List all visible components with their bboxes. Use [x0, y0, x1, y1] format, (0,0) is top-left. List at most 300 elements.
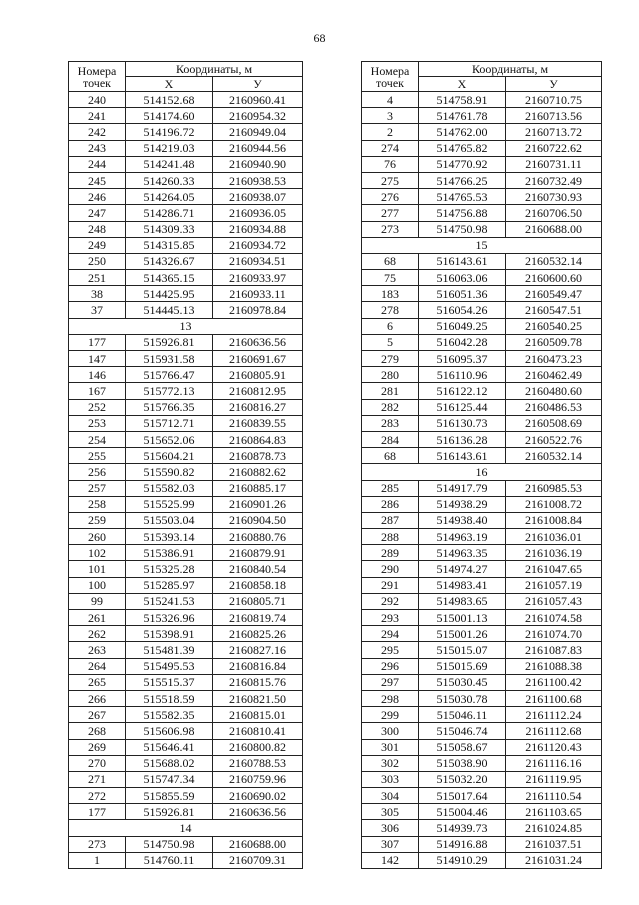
point-number-cell: 273 [362, 221, 419, 237]
table-row [69, 399, 303, 415]
table-row [362, 367, 602, 383]
y-coordinate-cell: 2160933.97 [213, 270, 303, 286]
point-number-cell: 1 [69, 852, 126, 868]
table-row [362, 642, 602, 658]
table-row [69, 221, 303, 237]
point-number-cell: 290 [362, 561, 419, 577]
table-row [69, 771, 303, 787]
x-coordinate-cell: 514750.98 [126, 836, 213, 852]
point-number-cell: 101 [69, 561, 126, 577]
y-coordinate-cell: 2160713.72 [506, 124, 602, 140]
x-coordinate-cell: 515001.26 [419, 626, 506, 642]
x-coordinate-cell: 514425.95 [126, 286, 213, 302]
x-coordinate-cell: 514445.13 [126, 302, 213, 318]
point-number-cell: 303 [362, 771, 419, 787]
point-number-cell: 75 [362, 270, 419, 286]
point-number-cell: 253 [69, 415, 126, 431]
table-row [362, 577, 602, 593]
y-coordinate-cell: 2160706.50 [506, 205, 602, 221]
y-coordinate-cell: 2160462.49 [506, 367, 602, 383]
y-coordinate-cell: 2161112.24 [506, 707, 602, 723]
point-number-cell: 68 [362, 253, 419, 269]
point-number-cell: 279 [362, 351, 419, 367]
coordinates-table-right [361, 61, 602, 869]
table-row [362, 448, 602, 464]
section-row [69, 318, 303, 334]
y-coordinate-cell: 2160901.26 [213, 496, 303, 512]
x-coordinate-cell: 515582.35 [126, 707, 213, 723]
y-coordinate-cell: 2161037.51 [506, 836, 602, 852]
point-number-cell: 296 [362, 658, 419, 674]
table-row [362, 593, 602, 609]
point-number-cell: 68 [362, 448, 419, 464]
table-row [69, 561, 303, 577]
x-coordinate-cell: 514963.35 [419, 545, 506, 561]
table-row [69, 189, 303, 205]
point-number-cell: 240 [69, 92, 126, 108]
table-row [362, 788, 602, 804]
point-number-cell: 254 [69, 431, 126, 447]
x-coordinate-cell: 514766.25 [419, 172, 506, 188]
y-coordinate-cell: 2160940.90 [213, 156, 303, 172]
x-coordinate-cell: 514765.53 [419, 189, 506, 205]
table-row [362, 286, 602, 302]
x-coordinate-cell: 514760.11 [126, 852, 213, 868]
point-number-cell: 256 [69, 464, 126, 480]
point-number-cell: 270 [69, 755, 126, 771]
table-row [69, 140, 303, 156]
y-coordinate-cell: 2161008.84 [506, 512, 602, 528]
point-number-cell: 258 [69, 496, 126, 512]
x-coordinate-cell: 516125.44 [419, 399, 506, 415]
y-coordinate-cell: 2160732.49 [506, 172, 602, 188]
table-row [362, 707, 602, 723]
point-number-cell: 177 [69, 334, 126, 350]
x-coordinate-cell: 516130.73 [419, 415, 506, 431]
x-coordinate-cell: 515386.91 [126, 545, 213, 561]
table-row [69, 545, 303, 561]
y-coordinate-cell: 2161119.95 [506, 771, 602, 787]
y-coordinate-cell: 2160879.91 [213, 545, 303, 561]
x-coordinate-cell: 515766.35 [126, 399, 213, 415]
table-row [69, 205, 303, 221]
x-coordinate-cell: 514264.05 [126, 189, 213, 205]
point-number-cell: 282 [362, 399, 419, 415]
y-coordinate-cell: 2160840.54 [213, 561, 303, 577]
y-coordinate-cell: 2160710.75 [506, 92, 602, 108]
x-coordinate-cell: 516095.37 [419, 351, 506, 367]
y-coordinate-cell: 2160690.02 [213, 788, 303, 804]
y-coordinate-cell: 2160473.23 [506, 351, 602, 367]
y-coordinate-cell: 2160934.88 [213, 221, 303, 237]
x-coordinate-cell: 514152.68 [126, 92, 213, 108]
table-row [362, 723, 602, 739]
y-coordinate-cell: 2160880.76 [213, 529, 303, 545]
point-number-cell: 277 [362, 205, 419, 221]
table-row [362, 92, 602, 108]
y-coordinate-cell: 2161074.70 [506, 626, 602, 642]
x-coordinate-cell: 515017.64 [419, 788, 506, 804]
point-number-cell: 291 [362, 577, 419, 593]
table-row [69, 286, 303, 302]
point-number-cell: 183 [362, 286, 419, 302]
x-coordinate-cell: 515525.99 [126, 496, 213, 512]
point-number-cell: 294 [362, 626, 419, 642]
table-row [69, 464, 303, 480]
point-number-cell: 268 [69, 723, 126, 739]
table-row [362, 480, 602, 496]
x-coordinate-cell: 516063.06 [419, 270, 506, 286]
coordinates-table-left [68, 61, 303, 869]
y-coordinate-cell: 2161088.38 [506, 658, 602, 674]
y-coordinate-cell: 2161057.43 [506, 593, 602, 609]
x-coordinate-cell: 516042.28 [419, 334, 506, 350]
table-row [362, 156, 602, 172]
table-row [69, 707, 303, 723]
x-coordinate-cell: 515015.69 [419, 658, 506, 674]
x-coordinate-cell: 516122.12 [419, 383, 506, 399]
x-coordinate-cell: 514974.27 [419, 561, 506, 577]
x-coordinate-cell: 516051.36 [419, 286, 506, 302]
x-coordinate-cell: 515481.39 [126, 642, 213, 658]
point-number-cell: 272 [69, 788, 126, 804]
x-coordinate-cell: 515015.07 [419, 642, 506, 658]
point-number-cell: 281 [362, 383, 419, 399]
x-coordinate-cell: 514750.98 [419, 221, 506, 237]
y-coordinate-cell: 2160821.50 [213, 690, 303, 706]
point-number-cell: 295 [362, 642, 419, 658]
x-coordinate-cell: 514762.00 [419, 124, 506, 140]
y-coordinate-cell: 2160944.56 [213, 140, 303, 156]
y-coordinate-cell: 2160688.00 [213, 836, 303, 852]
y-coordinate-cell: 2160938.53 [213, 172, 303, 188]
point-number-cell: 280 [362, 367, 419, 383]
table-row [69, 690, 303, 706]
point-number-cell: 247 [69, 205, 126, 221]
points-header-line1: Номера [370, 63, 410, 78]
y-coordinate-cell: 2160691.67 [213, 351, 303, 367]
x-coordinate-cell: 514761.78 [419, 108, 506, 124]
y-coordinate-cell: 2160730.93 [506, 189, 602, 205]
point-number-cell: 245 [69, 172, 126, 188]
y-coordinate-cell: 2161074.58 [506, 610, 602, 626]
y-coordinate-cell: 2160810.41 [213, 723, 303, 739]
table-row [69, 496, 303, 512]
y-coordinate-cell: 2160688.00 [506, 221, 602, 237]
y-coordinate-cell: 2160805.91 [213, 367, 303, 383]
table-row [69, 529, 303, 545]
x-coordinate-cell: 514983.41 [419, 577, 506, 593]
y-coordinate-cell: 2160858.18 [213, 577, 303, 593]
table-row [69, 253, 303, 269]
y-coordinate-cell: 2161110.54 [506, 788, 602, 804]
table-row [362, 561, 602, 577]
point-number-cell: 76 [362, 156, 419, 172]
table-row [69, 852, 303, 868]
x-coordinate-cell: 514916.88 [419, 836, 506, 852]
table-row [362, 205, 602, 221]
point-number-cell: 293 [362, 610, 419, 626]
point-number-cell: 259 [69, 512, 126, 528]
x-coordinate-cell: 516054.26 [419, 302, 506, 318]
x-coordinate-cell: 515030.78 [419, 690, 506, 706]
x-coordinate-cell: 514196.72 [126, 124, 213, 140]
y-coordinate-cell: 2160549.47 [506, 286, 602, 302]
x-coordinate-cell: 516049.25 [419, 318, 506, 334]
y-coordinate-cell: 2160722.62 [506, 140, 602, 156]
x-coordinate-cell: 514938.29 [419, 496, 506, 512]
y-coordinate-cell: 2161100.42 [506, 674, 602, 690]
x-coordinate-cell: 515646.41 [126, 739, 213, 755]
point-number-cell: 300 [362, 723, 419, 739]
x-coordinate-cell: 515590.82 [126, 464, 213, 480]
table-row [69, 512, 303, 528]
point-number-cell: 299 [362, 707, 419, 723]
point-number-cell: 285 [362, 480, 419, 496]
y-coordinate-cell: 2160934.72 [213, 237, 303, 253]
points-header-line2: точек [376, 75, 404, 90]
section-row [362, 237, 602, 253]
x-coordinate-cell: 514756.88 [419, 205, 506, 221]
point-number-cell: 177 [69, 804, 126, 820]
x-coordinate-cell: 515398.91 [126, 626, 213, 642]
x-coordinate-cell: 515046.74 [419, 723, 506, 739]
x-coordinate-cell: 515747.34 [126, 771, 213, 787]
x-coordinate-cell: 515032.20 [419, 771, 506, 787]
point-number-cell: 304 [362, 788, 419, 804]
y-coordinate-cell: 2160985.53 [506, 480, 602, 496]
point-number-cell: 3 [362, 108, 419, 124]
point-number-cell: 246 [69, 189, 126, 205]
table-row [69, 723, 303, 739]
table-row [362, 140, 602, 156]
x-coordinate-cell: 516110.96 [419, 367, 506, 383]
point-number-cell: 38 [69, 286, 126, 302]
y-coordinate-cell: 2160508.69 [506, 415, 602, 431]
x-coordinate-cell: 514770.92 [419, 156, 506, 172]
y-coordinate-cell: 2160827.16 [213, 642, 303, 658]
table-row [362, 836, 602, 852]
y-coordinate-cell: 2160509.78 [506, 334, 602, 350]
table-row [362, 351, 602, 367]
y-coordinate-cell: 2161120.43 [506, 739, 602, 755]
x-coordinate-cell: 516143.61 [419, 448, 506, 464]
point-number-cell: 289 [362, 545, 419, 561]
x-coordinate-cell: 515855.59 [126, 788, 213, 804]
y-coordinate-cell: 2160636.56 [213, 334, 303, 350]
y-coordinate-cell: 2160864.83 [213, 431, 303, 447]
table-row [362, 108, 602, 124]
section-row [362, 464, 602, 480]
table-row [362, 690, 602, 706]
x-coordinate-cell: 515518.59 [126, 690, 213, 706]
point-number-cell: 37 [69, 302, 126, 318]
y-coordinate-cell: 2161057.19 [506, 577, 602, 593]
point-number-cell: 167 [69, 383, 126, 399]
table-row [362, 124, 602, 140]
table-row [69, 788, 303, 804]
table-row [362, 545, 602, 561]
y-coordinate-cell: 2161112.68 [506, 723, 602, 739]
y-coordinate-cell: 2161103.65 [506, 804, 602, 820]
table-row [362, 189, 602, 205]
x-coordinate-cell: 515030.45 [419, 674, 506, 690]
table-row [362, 415, 602, 431]
table-row [362, 626, 602, 642]
x-header: X [126, 77, 213, 92]
y-coordinate-cell: 2160532.14 [506, 448, 602, 464]
table-row [362, 820, 602, 836]
x-coordinate-cell: 514241.48 [126, 156, 213, 172]
point-number-cell: 301 [362, 739, 419, 755]
x-header: X [419, 77, 506, 92]
table-row [362, 318, 602, 334]
y-coordinate-cell: 2160816.27 [213, 399, 303, 415]
section-row [69, 820, 303, 836]
y-coordinate-cell: 2160936.05 [213, 205, 303, 221]
coordinates-header: Координаты, м [126, 62, 303, 77]
x-coordinate-cell: 514983.65 [419, 593, 506, 609]
y-coordinate-cell: 2160800.82 [213, 739, 303, 755]
table-row [362, 804, 602, 820]
y-coordinate-cell: 2161047.65 [506, 561, 602, 577]
x-coordinate-cell: 515038.90 [419, 755, 506, 771]
y-coordinate-cell: 2160532.14 [506, 253, 602, 269]
point-number-cell: 241 [69, 108, 126, 124]
x-coordinate-cell: 515326.96 [126, 610, 213, 626]
y-coordinate-cell: 2160731.11 [506, 156, 602, 172]
table-row [362, 383, 602, 399]
x-coordinate-cell: 515325.28 [126, 561, 213, 577]
y-coordinate-cell: 2160540.25 [506, 318, 602, 334]
table-row [69, 448, 303, 464]
table-row [69, 658, 303, 674]
x-coordinate-cell: 515606.98 [126, 723, 213, 739]
y-coordinate-cell: 2160636.56 [213, 804, 303, 820]
points-header-line1: Номера [77, 63, 117, 78]
table-row [69, 108, 303, 124]
x-coordinate-cell: 514260.33 [126, 172, 213, 188]
x-coordinate-cell: 514917.79 [419, 480, 506, 496]
y-header: У [506, 77, 602, 92]
point-number-cell: 286 [362, 496, 419, 512]
y-coordinate-cell: 2160839.55 [213, 415, 303, 431]
point-number-cell: 274 [362, 140, 419, 156]
x-coordinate-cell: 514910.29 [419, 852, 506, 868]
table-row [362, 674, 602, 690]
point-number-cell: 288 [362, 529, 419, 545]
x-coordinate-cell: 515604.21 [126, 448, 213, 464]
x-coordinate-cell: 514765.82 [419, 140, 506, 156]
table-row [69, 334, 303, 350]
y-coordinate-cell: 2161116.16 [506, 755, 602, 771]
section-number: 13 [69, 318, 303, 334]
x-coordinate-cell: 515931.58 [126, 351, 213, 367]
point-number-cell: 266 [69, 690, 126, 706]
table-row [69, 156, 303, 172]
x-coordinate-cell: 515772.13 [126, 383, 213, 399]
table-row [362, 512, 602, 528]
point-number-cell: 278 [362, 302, 419, 318]
x-coordinate-cell: 515495.53 [126, 658, 213, 674]
y-coordinate-cell: 2160904.50 [213, 512, 303, 528]
point-number-cell: 306 [362, 820, 419, 836]
point-number-cell: 243 [69, 140, 126, 156]
point-number-cell: 250 [69, 253, 126, 269]
table-row [362, 658, 602, 674]
point-number-cell: 142 [362, 852, 419, 868]
table-row [69, 92, 303, 108]
point-number-cell: 100 [69, 577, 126, 593]
y-coordinate-cell: 2160934.51 [213, 253, 303, 269]
table-row [69, 383, 303, 399]
x-coordinate-cell: 515712.71 [126, 415, 213, 431]
x-coordinate-cell: 515004.46 [419, 804, 506, 820]
table-row [69, 577, 303, 593]
y-header: У [213, 77, 303, 92]
coordinates-header: Координаты, м [419, 62, 602, 77]
x-coordinate-cell: 514758.91 [419, 92, 506, 108]
x-coordinate-cell: 515766.47 [126, 367, 213, 383]
point-number-cell: 287 [362, 512, 419, 528]
point-number-cell: 147 [69, 351, 126, 367]
point-number-cell: 2 [362, 124, 419, 140]
point-number-cell: 257 [69, 480, 126, 496]
table-row [69, 674, 303, 690]
y-coordinate-cell: 2160812.95 [213, 383, 303, 399]
y-coordinate-cell: 2160805.71 [213, 593, 303, 609]
y-coordinate-cell: 2161036.01 [506, 529, 602, 545]
x-coordinate-cell: 514365.15 [126, 270, 213, 286]
table-row [362, 739, 602, 755]
table-row [362, 771, 602, 787]
x-coordinate-cell: 515285.97 [126, 577, 213, 593]
table-row [362, 431, 602, 447]
table-row [362, 852, 602, 868]
points-header [362, 62, 419, 92]
x-coordinate-cell: 515393.14 [126, 529, 213, 545]
point-number-cell: 255 [69, 448, 126, 464]
table-row [362, 270, 602, 286]
x-coordinate-cell: 514315.85 [126, 237, 213, 253]
table-row [69, 755, 303, 771]
y-coordinate-cell: 2160885.17 [213, 480, 303, 496]
x-coordinate-cell: 515926.81 [126, 804, 213, 820]
section-number: 16 [362, 464, 602, 480]
table-row [69, 431, 303, 447]
point-number-cell: 261 [69, 610, 126, 626]
y-coordinate-cell: 2160480.60 [506, 383, 602, 399]
point-number-cell: 244 [69, 156, 126, 172]
table-row [69, 626, 303, 642]
table-row [69, 480, 303, 496]
point-number-cell: 249 [69, 237, 126, 253]
point-number-cell: 242 [69, 124, 126, 140]
point-number-cell: 5 [362, 334, 419, 350]
point-number-cell: 302 [362, 755, 419, 771]
page-number: 68 [313, 31, 326, 45]
y-coordinate-cell: 2160709.31 [213, 852, 303, 868]
y-coordinate-cell: 2160960.41 [213, 92, 303, 108]
table-row [362, 755, 602, 771]
point-number-cell: 284 [362, 431, 419, 447]
point-number-cell: 248 [69, 221, 126, 237]
x-coordinate-cell: 514326.67 [126, 253, 213, 269]
y-coordinate-cell: 2161036.19 [506, 545, 602, 561]
point-number-cell: 264 [69, 658, 126, 674]
y-coordinate-cell: 2160522.76 [506, 431, 602, 447]
point-number-cell: 251 [69, 270, 126, 286]
